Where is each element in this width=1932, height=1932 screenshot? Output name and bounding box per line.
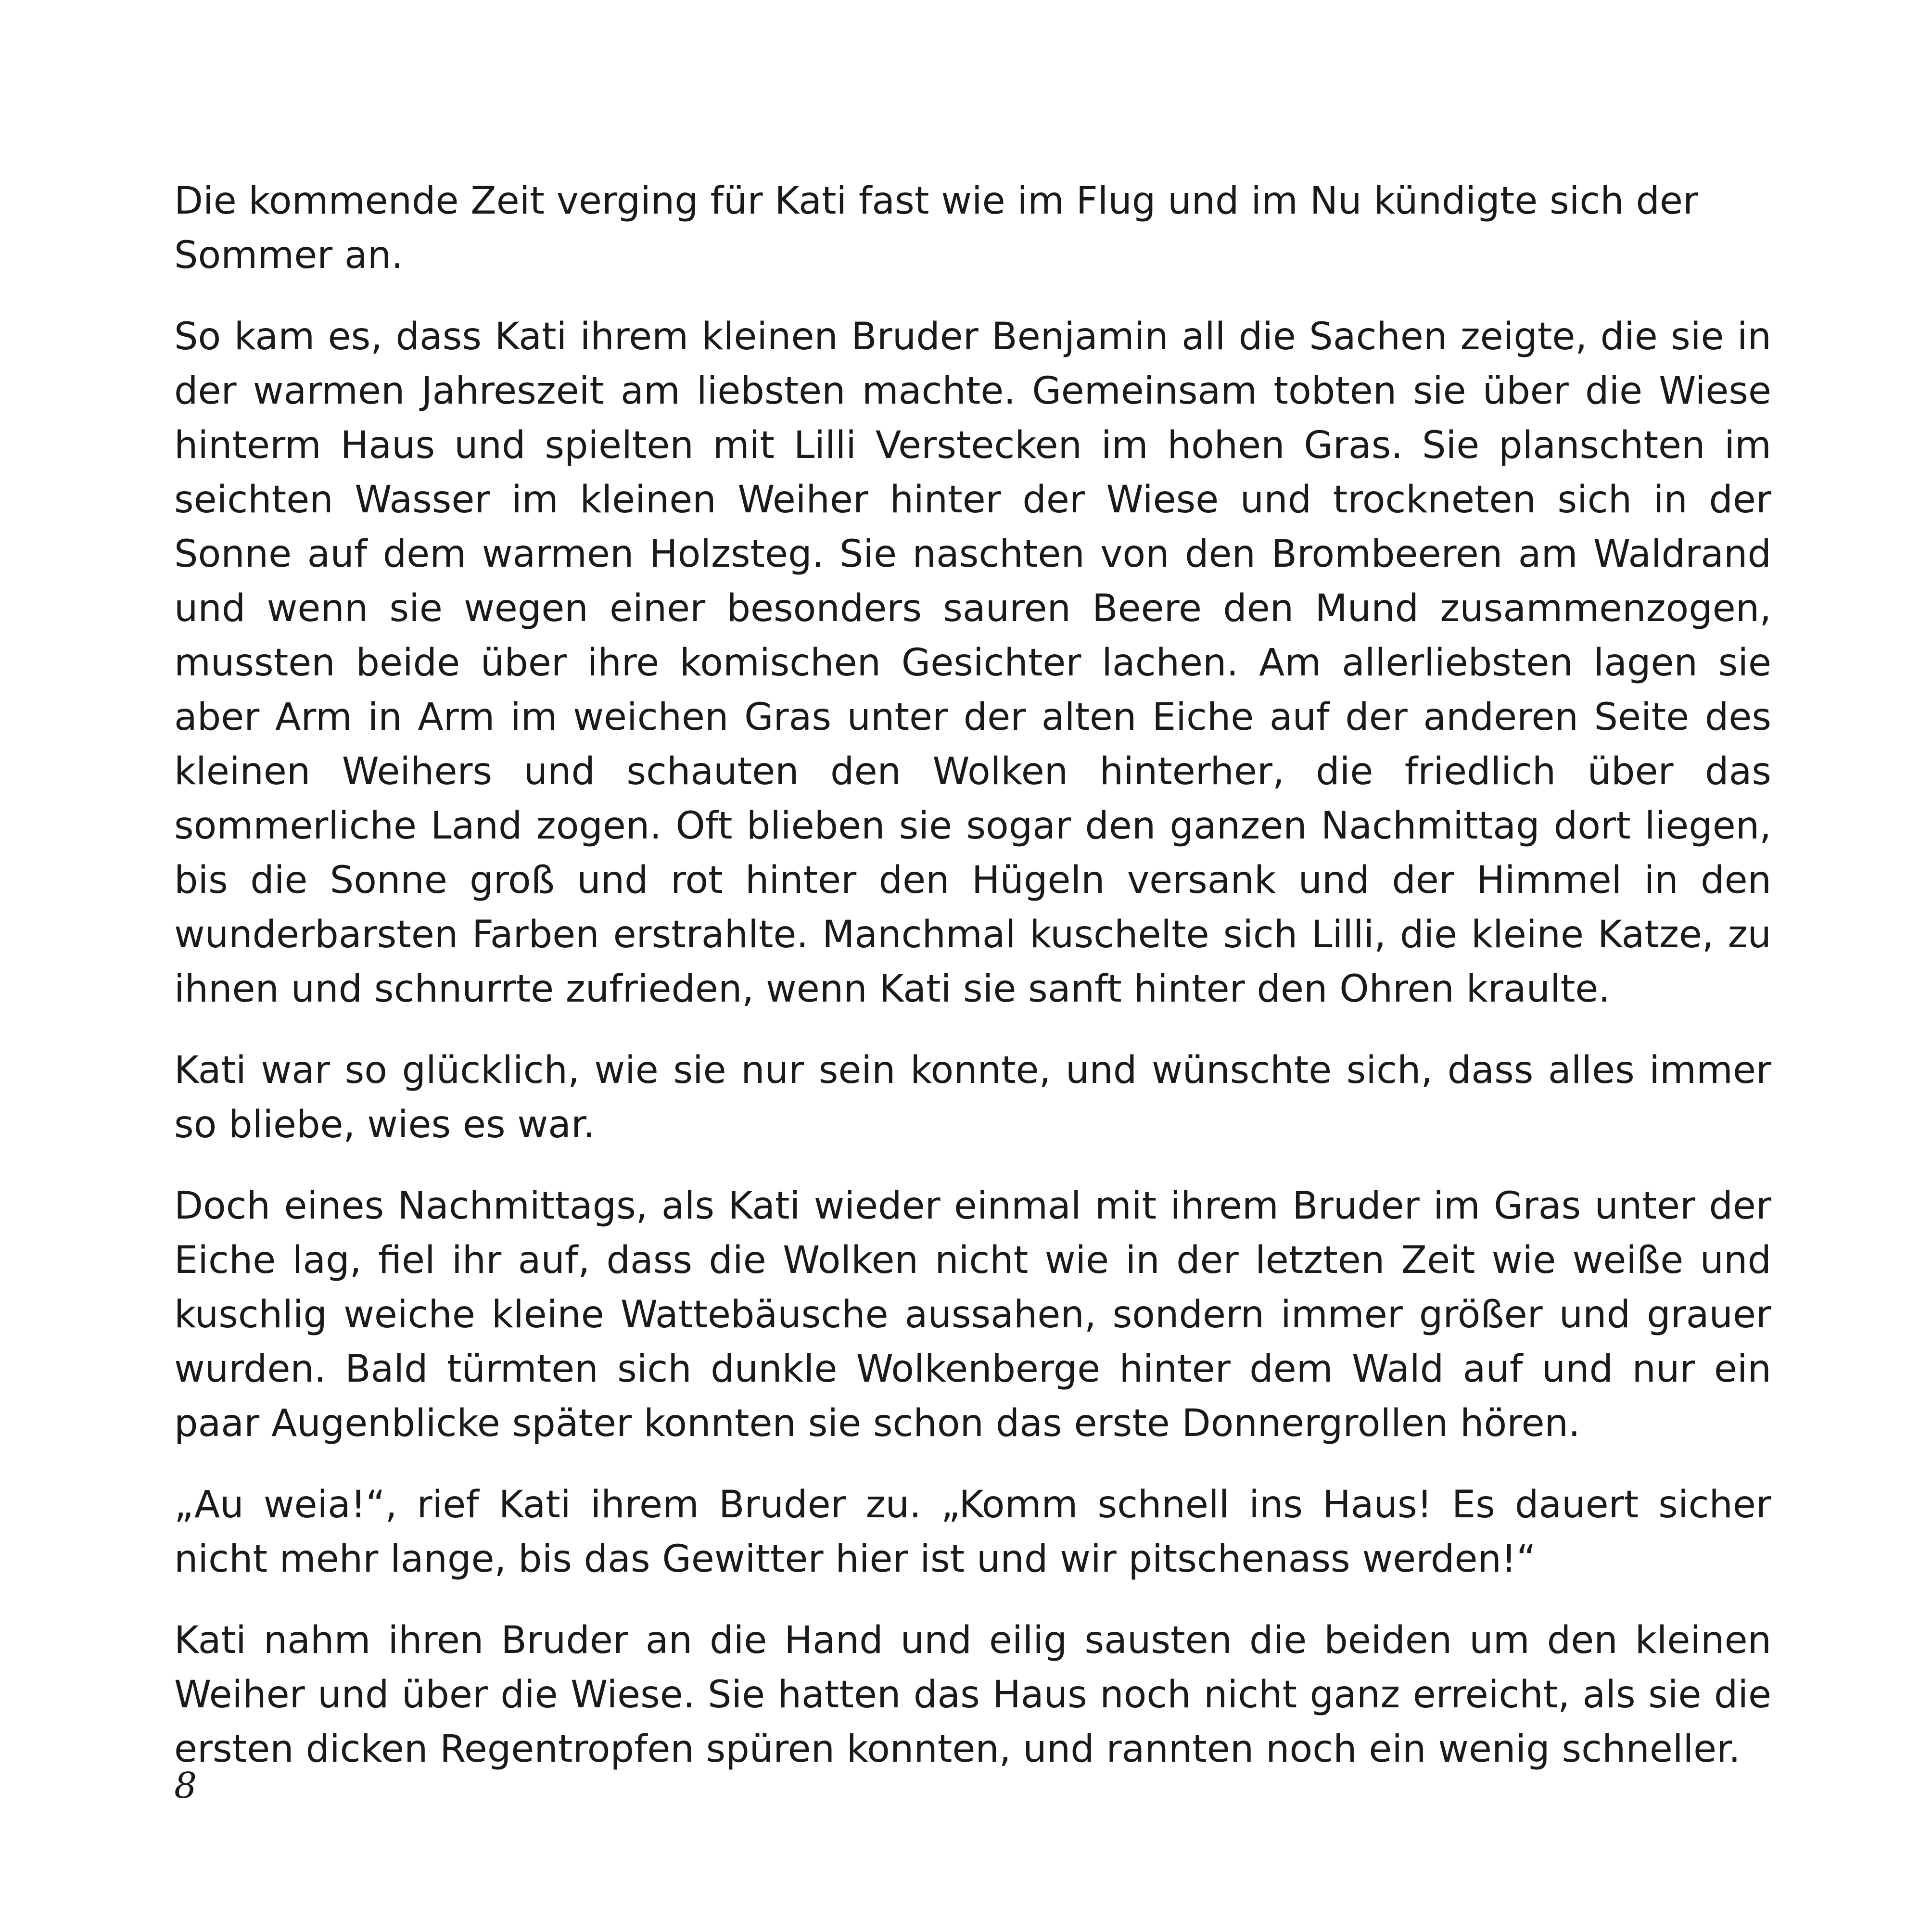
page-number: 8 — [174, 1765, 197, 1806]
paragraph-1: Die kommende Zeit verging für Kati fast wie im Flug und im Nu kündigte sich der Sommer an. — [174, 179, 1699, 277]
paragraph-4: Doch eines Nachmittags, als Kati wieder einmal mit ihrem Bruder im Gras unter der Eiche lag, fiel ihr auf, dass die Wolken nicht wie in der letzten Zeit wie weiße und kuschlig weiche kleine Wattebäusche aussahen, sondern immer größer und grauer wurden. Bald türmten sich dunkle Wolkenberge hinter dem Wald auf und nur ein paar Augenblicke später konnten sie schon das erste Donnergrollen hören. — [174, 1184, 1771, 1445]
paragraph-6: Kati nahm ihren Bruder an die Hand und eilig sausten die beiden um den kleinen Weiher und über die Wiese. Sie hatten das Haus noch nicht ganz erreicht, als sie die ersten dicken Regentropfen spüren konnten, und rannten noch ein wenig schneller. — [174, 1619, 1771, 1771]
body-text — [174, 174, 1771, 1804]
paragraph-5: „Au weia!“, rief Kati ihrem Bruder zu. „Komm schnell ins Haus! Es dauert sicher nicht mehr lange, bis das Gewitter hier ist und wir pitschenass werden!“ — [174, 1483, 1771, 1581]
paragraph-2: So kam es, dass Kati ihrem kleinen Bruder Benjamin all die Sachen zeigte, die sie in der warmen Jahreszeit am liebsten machte. Gemeinsam tobten sie über die Wiese hinterm Haus und spielten mit Lilli Verstecken im hohen Gras. Sie planschten im seichten Wasser im kleinen Weiher hinter der Wiese und trockneten sich in der Sonne auf dem warmen Holzsteg. Sie naschten von den Brombeeren am Waldrand und wenn sie wegen einer besonders sauren Beere den Mund zusammenzogen, mussten beide über ihre komischen Gesichter lachen. Am allerliebsten lagen sie aber Arm in Arm im weichen Gras unter der alten Eiche auf der anderen Seite des kleinen Weihers und schauten den Wolken hinterher, die friedlich über das sommerliche Land zogen. Oft blieben sie sogar den ganzen Nachmittag dort liegen, bis die Sonne groß und rot hinter den Hügeln versank und der Himmel in den wunderbarsten Farben erstrahlte. Manchmal kuschelte sich Lilli, die kleine Katze, zu ihnen und schnurrte zufrieden, wenn Kati sie sanft hinter den Ohren kraulte. — [174, 315, 1771, 1011]
paragraph-3: Kati war so glücklich, wie sie nur sein konnte, und wünschte sich, dass alles immer so bliebe, wies es war. — [174, 1049, 1771, 1146]
